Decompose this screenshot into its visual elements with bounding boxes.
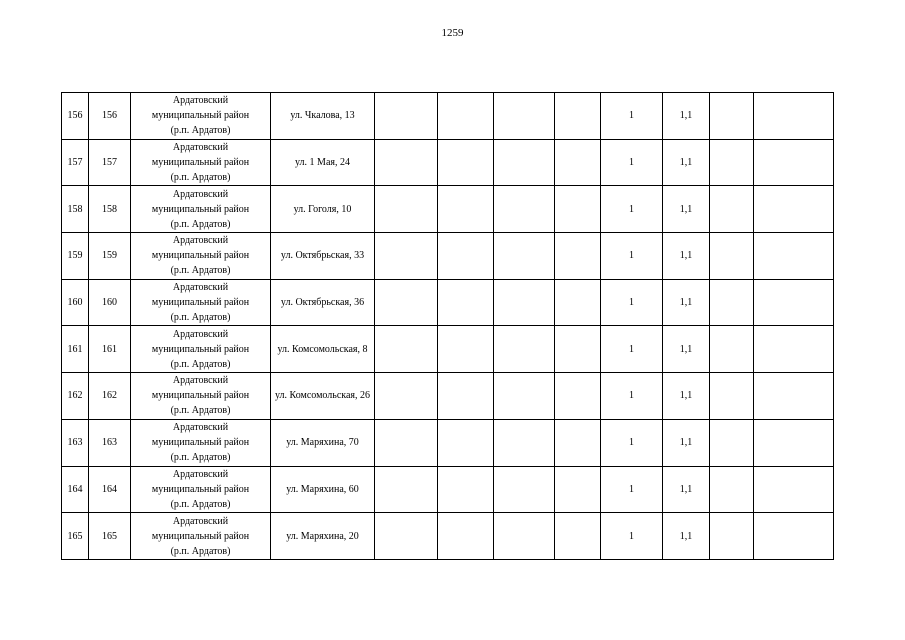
empty-cell: [555, 139, 601, 186]
empty-cell: [754, 466, 834, 513]
empty-cell: [555, 93, 601, 140]
item-number-cell: 159: [89, 233, 131, 280]
district-cell: [131, 186, 271, 233]
district-name: Ардатовский: [172, 282, 229, 294]
table-row: [62, 139, 834, 186]
table-row: [62, 419, 834, 466]
empty-cell: [494, 326, 555, 373]
district-cell: [131, 419, 271, 466]
row-number-cell: 157: [62, 139, 89, 186]
district-cell: [131, 466, 271, 513]
empty-cell: [754, 373, 834, 420]
table-row: [62, 233, 834, 280]
empty-cell: [438, 419, 494, 466]
district-settlement: (р.п. Ардатов): [170, 452, 231, 464]
district-settlement: (р.п. Ардатов): [170, 405, 231, 417]
district-cell: [131, 93, 271, 140]
empty-cell: [438, 233, 494, 280]
empty-cell: [494, 233, 555, 280]
row-number-cell: 162: [62, 373, 89, 420]
empty-cell: [494, 466, 555, 513]
table-row: [62, 326, 834, 373]
empty-cell: [710, 513, 754, 560]
count-cell: 1: [601, 419, 663, 466]
empty-cell: [754, 513, 834, 560]
empty-cell: [710, 373, 754, 420]
table-row: [62, 186, 834, 233]
value-cell: 1,1: [663, 466, 710, 513]
table-row: [62, 93, 834, 140]
row-number-cell: 161: [62, 326, 89, 373]
value-cell: 1,1: [663, 233, 710, 280]
district-type: муниципальный район: [151, 250, 250, 262]
district-name: Ардатовский: [172, 188, 229, 200]
item-number-cell: 160: [89, 279, 131, 326]
district-cell: [131, 139, 271, 186]
district-settlement: (р.п. Ардатов): [170, 498, 231, 510]
empty-cell: [494, 373, 555, 420]
address-cell: ул. 1 Мая, 24: [271, 139, 375, 186]
district-cell: [131, 373, 271, 420]
table-row: [62, 373, 834, 420]
district-type: муниципальный район: [151, 297, 250, 309]
district-name: Ардатовский: [172, 328, 229, 340]
item-number-cell: 158: [89, 186, 131, 233]
count-cell: 1: [601, 513, 663, 560]
empty-cell: [438, 139, 494, 186]
empty-cell: [494, 139, 555, 186]
row-number-cell: 158: [62, 186, 89, 233]
empty-cell: [555, 186, 601, 233]
empty-cell: [710, 279, 754, 326]
empty-cell: [710, 186, 754, 233]
address-cell: ул. Маряхина, 70: [271, 419, 375, 466]
empty-cell: [555, 326, 601, 373]
empty-cell: [555, 466, 601, 513]
empty-cell: [375, 373, 438, 420]
empty-cell: [710, 466, 754, 513]
count-cell: 1: [601, 139, 663, 186]
empty-cell: [494, 186, 555, 233]
empty-cell: [710, 419, 754, 466]
district-settlement: (р.п. Ардатов): [170, 125, 231, 137]
district-settlement: (р.п. Ардатов): [170, 545, 231, 557]
empty-cell: [375, 466, 438, 513]
empty-cell: [494, 93, 555, 140]
district-cell: [131, 326, 271, 373]
value-cell: 1,1: [663, 513, 710, 560]
address-cell: ул. Комсомольская, 8: [271, 326, 375, 373]
empty-cell: [710, 326, 754, 373]
district-type: муниципальный район: [151, 203, 250, 215]
count-cell: 1: [601, 373, 663, 420]
row-number-cell: 164: [62, 466, 89, 513]
empty-cell: [710, 139, 754, 186]
empty-cell: [754, 419, 834, 466]
district-name: Ардатовский: [172, 142, 229, 154]
district-type: муниципальный район: [151, 530, 250, 542]
district-type: муниципальный район: [151, 390, 250, 402]
row-number-cell: 159: [62, 233, 89, 280]
row-number-cell: 165: [62, 513, 89, 560]
empty-cell: [375, 233, 438, 280]
empty-cell: [438, 513, 494, 560]
value-cell: 1,1: [663, 326, 710, 373]
district-type: муниципальный район: [151, 157, 250, 169]
address-cell: ул. Комсомольская, 26: [271, 373, 375, 420]
count-cell: 1: [601, 279, 663, 326]
table-body: [62, 93, 834, 560]
empty-cell: [375, 93, 438, 140]
value-cell: 1,1: [663, 373, 710, 420]
value-cell: 1,1: [663, 419, 710, 466]
empty-cell: [710, 233, 754, 280]
address-cell: ул. Чкалова, 13: [271, 93, 375, 140]
empty-cell: [438, 186, 494, 233]
table-row: [62, 466, 834, 513]
data-table: [61, 92, 834, 560]
address-cell: ул. Маряхина, 60: [271, 466, 375, 513]
value-cell: 1,1: [663, 139, 710, 186]
row-number-cell: 163: [62, 419, 89, 466]
address-cell: ул. Маряхина, 20: [271, 513, 375, 560]
empty-cell: [438, 373, 494, 420]
empty-cell: [494, 419, 555, 466]
count-cell: 1: [601, 326, 663, 373]
empty-cell: [375, 279, 438, 326]
district-cell: [131, 279, 271, 326]
empty-cell: [438, 93, 494, 140]
empty-cell: [438, 326, 494, 373]
district-name: Ардатовский: [172, 95, 229, 107]
empty-cell: [754, 93, 834, 140]
district-type: муниципальный район: [151, 110, 250, 122]
empty-cell: [375, 513, 438, 560]
district-settlement: (р.п. Ардатов): [170, 218, 231, 230]
empty-cell: [754, 279, 834, 326]
empty-cell: [375, 139, 438, 186]
empty-cell: [754, 186, 834, 233]
count-cell: 1: [601, 93, 663, 140]
empty-cell: [555, 233, 601, 280]
district-type: муниципальный район: [151, 343, 250, 355]
empty-cell: [555, 513, 601, 560]
district-cell: [131, 233, 271, 280]
table-row: [62, 513, 834, 560]
row-number-cell: 160: [62, 279, 89, 326]
empty-cell: [375, 326, 438, 373]
item-number-cell: 162: [89, 373, 131, 420]
count-cell: 1: [601, 186, 663, 233]
district-name: Ардатовский: [172, 468, 229, 480]
district-name: Ардатовский: [172, 375, 229, 387]
address-cell: ул. Гоголя, 10: [271, 186, 375, 233]
empty-cell: [555, 373, 601, 420]
empty-cell: [494, 513, 555, 560]
empty-cell: [754, 139, 834, 186]
count-cell: 1: [601, 233, 663, 280]
item-number-cell: 161: [89, 326, 131, 373]
item-number-cell: 165: [89, 513, 131, 560]
value-cell: 1,1: [663, 279, 710, 326]
item-number-cell: 156: [89, 93, 131, 140]
page-number: 1259: [441, 27, 464, 39]
district-type: муниципальный район: [151, 483, 250, 495]
empty-cell: [710, 93, 754, 140]
empty-cell: [754, 233, 834, 280]
empty-cell: [494, 279, 555, 326]
empty-cell: [375, 419, 438, 466]
item-number-cell: 163: [89, 419, 131, 466]
empty-cell: [375, 186, 438, 233]
district-settlement: (р.п. Ардатов): [170, 172, 231, 184]
empty-cell: [438, 466, 494, 513]
district-name: Ардатовский: [172, 235, 229, 247]
address-cell: ул. Октябрьская, 36: [271, 279, 375, 326]
district-cell: [131, 513, 271, 560]
table-row: [62, 279, 834, 326]
district-name: Ардатовский: [172, 422, 229, 434]
district-settlement: (р.п. Ардатов): [170, 312, 231, 324]
district-type: муниципальный район: [151, 437, 250, 449]
empty-cell: [754, 326, 834, 373]
item-number-cell: 157: [89, 139, 131, 186]
district-settlement: (р.п. Ардатов): [170, 358, 231, 370]
value-cell: 1,1: [663, 186, 710, 233]
empty-cell: [555, 419, 601, 466]
empty-cell: [555, 279, 601, 326]
count-cell: 1: [601, 466, 663, 513]
empty-cell: [438, 279, 494, 326]
district-name: Ардатовский: [172, 515, 229, 527]
value-cell: 1,1: [663, 93, 710, 140]
item-number-cell: 164: [89, 466, 131, 513]
district-settlement: (р.п. Ардатов): [170, 265, 231, 277]
row-number-cell: 156: [62, 93, 89, 140]
address-cell: ул. Октябрьская, 33: [271, 233, 375, 280]
